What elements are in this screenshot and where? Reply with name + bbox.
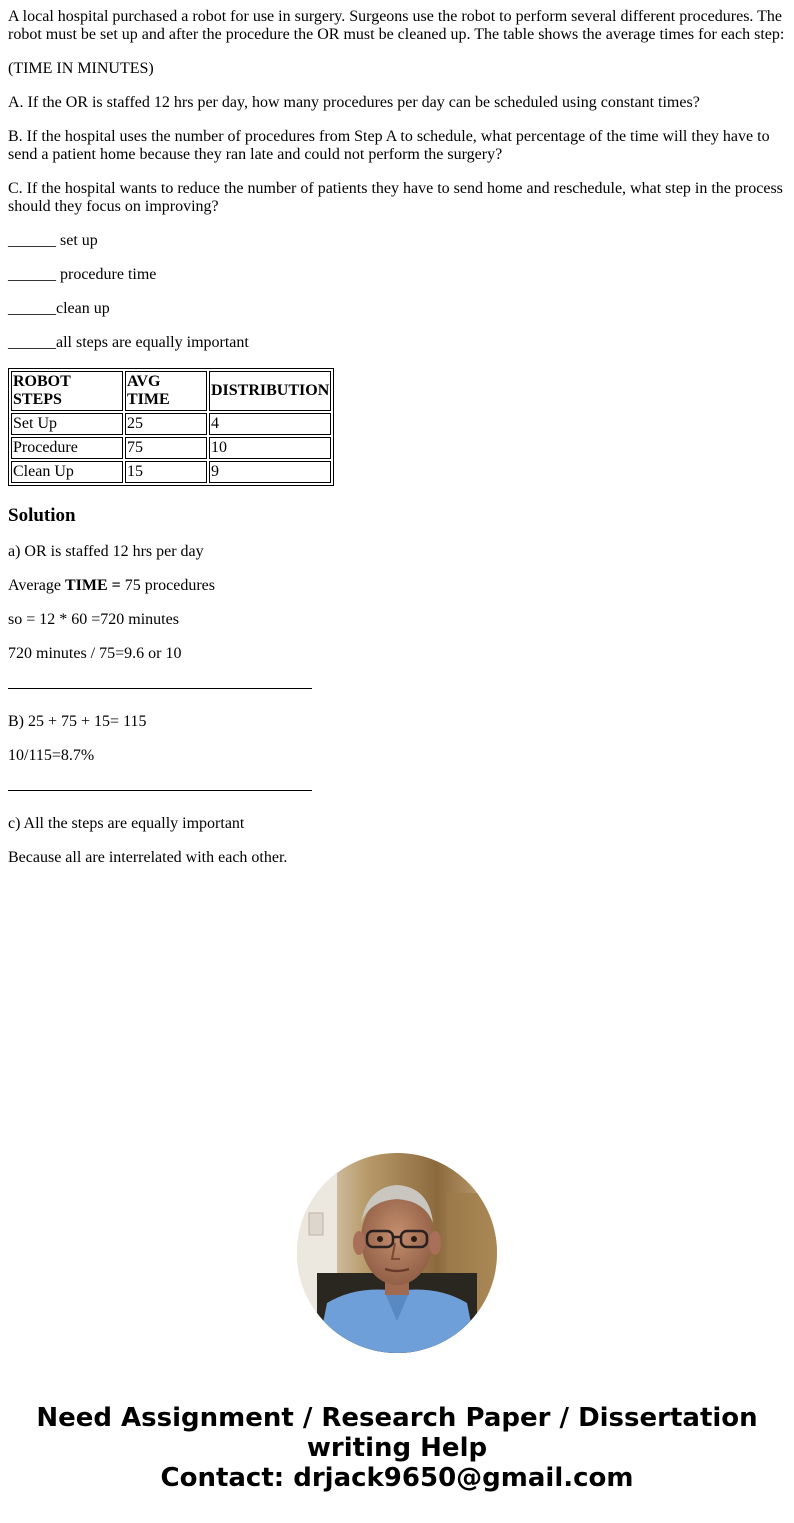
promo-banner [0, 1403, 794, 1493]
average-label: Average [8, 577, 65, 594]
cell-distribution: 4 [209, 413, 331, 435]
option-procedure-time: ______ procedure time [8, 266, 157, 283]
divider-2 [8, 781, 788, 799]
option-set-up: ______ set up [8, 232, 98, 249]
table-row [11, 413, 331, 435]
time-bold: TIME = [65, 577, 121, 594]
cell-step: Set Up [11, 413, 123, 435]
divider-rule [8, 687, 312, 689]
solution-a-line4: 720 minutes / 75=9.6 or 10 [8, 645, 182, 662]
question-part-a: A. If the OR is staffed 12 hrs per day, how many procedures per day can be scheduled using constant times? [8, 94, 700, 111]
solution-b-line2: 10/115=8.7% [8, 747, 95, 764]
cell-distribution: 9 [209, 461, 331, 483]
avatar [297, 1153, 497, 1353]
solution-b-line1: B) 25 + 75 + 15= 115 [8, 713, 147, 730]
solution-c-line1: c) All the steps are equally important [8, 815, 245, 832]
solution-a-line1: a) OR is staffed 12 hrs per day [8, 543, 204, 560]
header-avg-time: AVG TIME [125, 371, 207, 411]
tutor-portrait-image [297, 1153, 497, 1353]
solution-a-line2 [8, 577, 788, 595]
cell-avg-time: 15 [125, 461, 207, 483]
table-row [11, 461, 331, 483]
cell-avg-time: 75 [125, 437, 207, 459]
units-note: (TIME IN MINUTES) [8, 60, 154, 77]
solution-c-line2: Because all are interrelated with each other. [8, 849, 288, 866]
header-robot-steps: ROBOT STEPS [11, 371, 123, 411]
solution-heading: Solution [8, 505, 76, 526]
divider-1 [8, 679, 788, 697]
robot-steps-table [8, 368, 334, 486]
promo-contact: Contact: drjack9650@gmail.com [160, 1463, 634, 1493]
divider-rule [8, 789, 312, 791]
cell-step: Procedure [11, 437, 123, 459]
question-part-c: C. If the hospital wants to reduce the number of patients they have to send home and reschedule, what step in the process should they focus on improving? [8, 180, 783, 215]
solution-a-line3: so = 12 * 60 =720 minutes [8, 611, 179, 628]
question-part-b: B. If the hospital uses the number of procedures from Step A to schedule, what percentage of the time will they have to send a patient home because they ran late and could not perform the surgery? [8, 128, 770, 163]
promo-line-2: writing Help [306, 1433, 488, 1463]
cell-distribution: 10 [209, 437, 331, 459]
table-header-row [11, 371, 331, 411]
header-distribution: DISTRIBUTION [209, 371, 331, 411]
table-row [11, 437, 331, 459]
question-intro: A local hospital purchased a robot for use in surgery. Surgeons use the robot to perform several different procedures. The robot must be set up and after the procedure the OR must be cleaned up. The table shows the average times for each step: [8, 8, 785, 43]
cell-avg-time: 25 [125, 413, 207, 435]
promo-line-1: Need Assignment / Research Paper / Dissertation [36, 1403, 758, 1433]
option-clean-up: ______clean up [8, 300, 110, 317]
option-all-steps: ______all steps are equally important [8, 334, 249, 351]
cell-step: Clean Up [11, 461, 123, 483]
procedures-count: 75 procedures [120, 577, 215, 594]
document-body [8, 0, 788, 883]
